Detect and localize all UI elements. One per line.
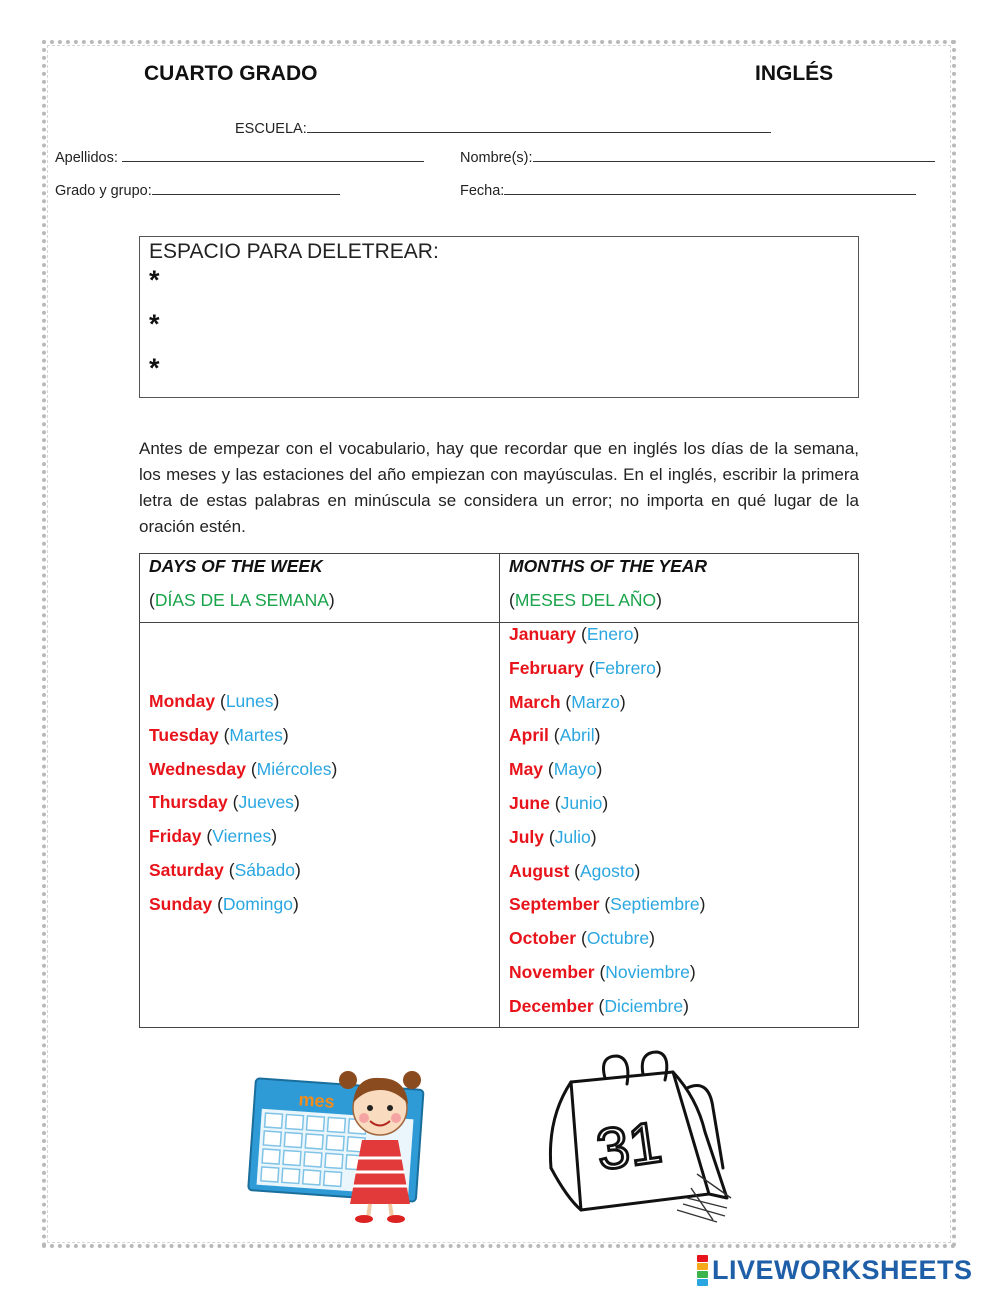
months-column-subtitle: (MESES DEL AÑO) (509, 590, 662, 610)
spelling-bullet: * (149, 265, 160, 295)
day-item (149, 820, 337, 854)
open-paren: ( (547, 759, 554, 780)
date-input-line[interactable] (504, 179, 916, 195)
close-paren: ) (271, 826, 278, 847)
liveworksheets-text: LIVEWORKSHEETS (712, 1254, 973, 1285)
day-item (149, 786, 337, 820)
open-paren: ( (604, 894, 611, 915)
month-english: May (509, 759, 544, 780)
day-spanish: Martes (229, 724, 283, 745)
intro-paragraph: Antes de empezar con el vocabulario, hay que recordar que en inglés los días de la semana, los meses y las estaciones del año empiezan con mayúsculas. En el inglés, escribir la primera letra de estas palabras en minúscula se considera un error; no importa en qué lugar de la oración estén. (139, 439, 859, 536)
month-item (509, 753, 705, 787)
close-paren: ) (619, 691, 626, 712)
day-english: Sunday (149, 893, 213, 914)
month-item (509, 618, 705, 652)
month-spanish: Enero (586, 624, 634, 644)
month-spanish: Diciembre (604, 995, 684, 1016)
calendar-month-label: mes (297, 1089, 336, 1112)
girl-calendar-illustration (246, 1058, 434, 1224)
liveworksheets-logo (697, 1253, 973, 1287)
months-subtitle-text: MESES DEL AÑO (514, 590, 657, 610)
day-item (149, 719, 337, 753)
month-spanish: Agosto (579, 860, 635, 881)
day-item (149, 854, 337, 888)
tear-calendar-illustration (537, 1048, 739, 1226)
surnames-field (55, 146, 424, 166)
open-paren: ( (599, 961, 606, 982)
grade-heading: CUARTO GRADO (144, 62, 318, 85)
day-english: Wednesday (149, 758, 246, 779)
month-spanish: Abril (559, 725, 595, 746)
month-english: September (509, 894, 600, 915)
close-paren: ) (273, 691, 280, 711)
close-paren: ) (294, 859, 301, 880)
month-item (509, 888, 705, 922)
spelling-bullet: * (149, 309, 160, 339)
names-label: Nombre(s): (460, 150, 533, 166)
day-spanish: Miércoles (256, 758, 332, 779)
close-paren: ) (293, 792, 300, 813)
open-paren: ( (228, 859, 235, 880)
days-list (149, 685, 337, 922)
open-paren: ( (250, 758, 257, 779)
month-item (509, 719, 705, 753)
school-input-line[interactable] (307, 117, 771, 133)
grade-group-input-line[interactable] (152, 179, 340, 195)
school-label: ESCUELA: (235, 121, 307, 137)
close-paren: ) (282, 724, 289, 745)
day-english: Tuesday (149, 724, 219, 745)
names-input-line[interactable] (533, 146, 935, 162)
day-item (149, 685, 337, 719)
month-spanish: Febrero (594, 657, 656, 678)
open-paren: ( (223, 724, 230, 745)
close-paren: ) (655, 657, 662, 678)
close-paren: ) (633, 624, 640, 644)
spelling-bullet: * (149, 353, 160, 383)
month-english: March (509, 691, 561, 712)
month-spanish: Octubre (586, 928, 650, 949)
months-column-title: MONTHS OF THE YEAR (509, 556, 708, 576)
close-paren: ) (689, 961, 696, 982)
close-paren: ) (331, 758, 338, 779)
months-list (509, 618, 705, 1024)
close-paren: ) (292, 893, 299, 914)
open-paren: ( (206, 826, 213, 847)
day-spanish: Jueves (238, 792, 294, 813)
school-field (235, 117, 771, 137)
open-paren: ( (220, 691, 226, 711)
days-column-subtitle: (DÍAS DE LA SEMANA) (149, 590, 335, 610)
open-paren: ( (553, 725, 560, 746)
open-paren: ( (598, 995, 605, 1016)
subject-heading: INGLÉS (755, 62, 834, 85)
open-paren: ( (548, 826, 555, 847)
day-item (149, 753, 337, 787)
spelling-title: ESPACIO PARA DELETREAR: (149, 240, 439, 263)
names-field (460, 146, 935, 166)
open-paren: ( (574, 860, 580, 881)
close-paren: ) (590, 826, 597, 847)
vocabulary-table (139, 553, 859, 1028)
day-spanish: Sábado (234, 859, 295, 880)
month-item (509, 855, 705, 889)
month-spanish: Mayo (553, 759, 597, 780)
date-field (460, 179, 916, 199)
month-english: October (509, 928, 577, 949)
month-english: November (509, 961, 595, 982)
close-paren: ) (649, 928, 655, 949)
open-paren: ( (565, 691, 572, 712)
close-paren: ) (634, 860, 641, 881)
month-spanish: Noviembre (605, 961, 690, 982)
calendar-day-number: 31 (592, 1109, 666, 1183)
open-paren: ( (232, 792, 239, 813)
surnames-input-line[interactable] (122, 146, 424, 162)
day-spanish: Viernes (212, 826, 272, 847)
month-item (509, 686, 705, 720)
date-label: Fecha: (460, 183, 505, 199)
month-spanish: Marzo (571, 691, 620, 712)
close-paren: ) (699, 894, 706, 915)
month-english: August (509, 860, 570, 881)
close-paren: ) (683, 995, 689, 1016)
surnames-label: Apellidos: (55, 150, 118, 166)
close-paren: ) (602, 792, 609, 813)
month-english: July (509, 826, 545, 847)
grade-group-label: Grado y grupo: (55, 183, 152, 199)
day-spanish: Domingo (222, 893, 293, 914)
open-paren: ( (217, 893, 223, 914)
open-paren: ( (554, 792, 561, 813)
day-spanish: Lunes (225, 691, 274, 711)
day-item (149, 888, 337, 922)
spelling-box[interactable] (139, 236, 859, 398)
close-paren: ) (596, 759, 603, 780)
month-english: February (509, 657, 584, 678)
month-english: December (509, 995, 594, 1016)
day-english: Thursday (149, 792, 228, 813)
month-spanish: Septiembre (610, 894, 700, 915)
month-spanish: Julio (554, 826, 591, 847)
month-item (509, 652, 705, 686)
month-item (509, 922, 705, 956)
day-english: Friday (149, 826, 202, 847)
close-paren: ) (594, 725, 601, 746)
month-english: June (509, 792, 550, 813)
month-item (509, 821, 705, 855)
table-header-divider (140, 622, 858, 623)
month-spanish: Junio (560, 792, 603, 813)
grade-group-field (55, 179, 340, 199)
table-column-divider (499, 554, 500, 1027)
open-paren: ( (581, 624, 587, 644)
logo-blocks-icon (697, 1255, 708, 1286)
days-subtitle-text: DÍAS DE LA SEMANA (154, 590, 329, 610)
month-english: January (509, 624, 577, 644)
month-english: April (509, 725, 549, 746)
open-paren: ( (588, 657, 595, 678)
days-column-title: DAYS OF THE WEEK (149, 556, 323, 576)
month-item (509, 956, 705, 990)
day-english: Saturday (149, 859, 224, 880)
day-english: Monday (149, 691, 216, 711)
open-paren: ( (580, 928, 587, 949)
month-item (509, 787, 705, 821)
month-item (509, 990, 705, 1024)
